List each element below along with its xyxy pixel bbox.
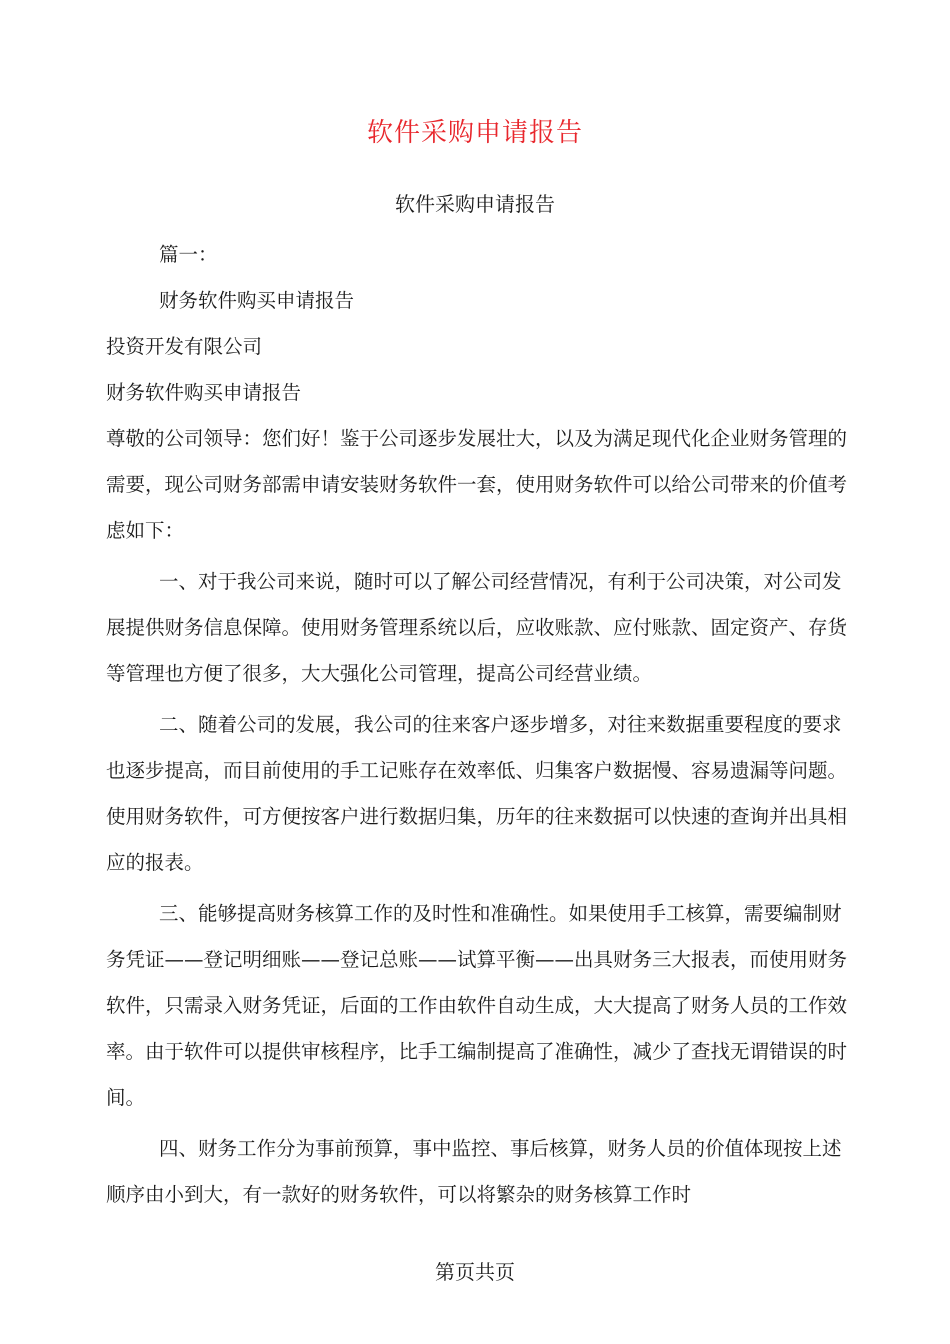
paragraph-3: 三、能够提高财务核算工作的及时性和准确性。如果使用手工核算，需要编制财务凭证——登记明细账——登记总账——试算平衡——出具财务三大报表，而使用财务软件，只需录入财务凭证，后面的工作由软件自动生成，大大提高了财务人员的工作效率。由于软件可以提供审核程序，比手工编制提高了准确性，减少了查找无谓错误的时间。 [106, 902, 848, 1109]
page-footer: 第页共页 [435, 1260, 515, 1284]
section-label: 篇一： [159, 243, 218, 266]
report-title: 财务软件购买申请报告 [106, 381, 302, 404]
document-title: 软件采购申请报告 [366, 118, 583, 148]
intro-paragraph: 尊敬的公司领导：您们好！鉴于公司逐步发展壮大，以及为满足现代化企业财务管理的需要，现公司财务部需申请安装财务软件一套，使用财务软件可以给公司带来的价值考虑如下： [106, 427, 848, 542]
report-title-indented: 财务软件购买申请报告 [159, 289, 355, 312]
document-subtitle: 软件采购申请报告 [395, 192, 555, 216]
company-name: 投资开发有限公司 [106, 335, 263, 358]
document-body [106, 232, 854, 1223]
paragraph-1: 一、对于我公司来说，随时可以了解公司经营情况，有利于公司决策，对公司发展提供财务信息保障。使用财务管理系统以后，应收账款、应付账款、固定资产、存货等管理也方便了很多，大大强化公司管理，提高公司经营业绩。 [106, 570, 848, 685]
paragraph-2: 二、随着公司的发展，我公司的往来客户逐步增多，对往来数据重要程度的要求也逐步提高，而目前使用的手工记账存在效率低、归集客户数据慢、容易遗漏等问题。使用财务软件，可方便按客户进行数据归集，历年的往来数据可以快速的查询并出具相应的报表。 [106, 713, 848, 874]
paragraph-4: 四、财务工作分为事前预算，事中监控、事后核算，财务人员的价值体现按上述顺序由小到大，有一款好的财务软件，可以将繁杂的财务核算工作时 [106, 1137, 842, 1206]
